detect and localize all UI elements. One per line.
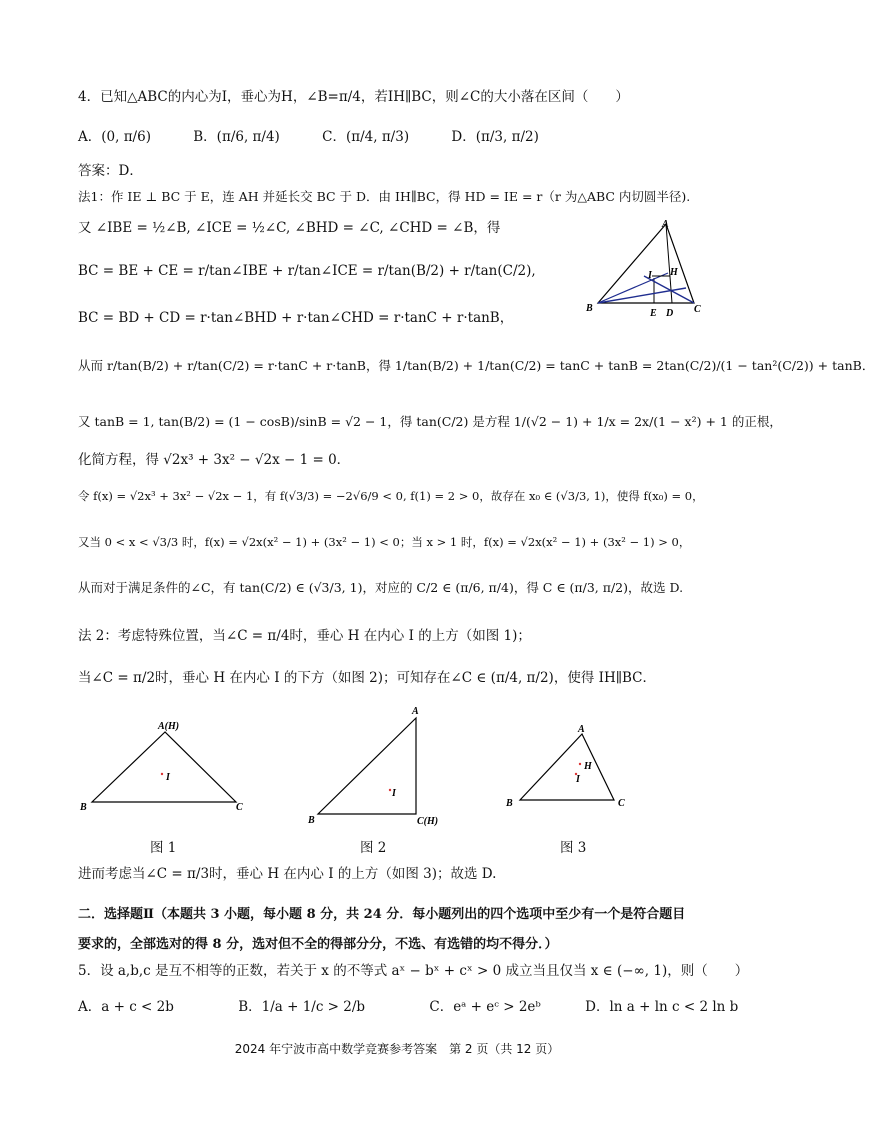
fig3-label-c: C xyxy=(618,798,625,809)
method2-line-1: 法 2：考虑特殊位置，当∠C = π/4时，垂心 H 在内心 I 的上方（如图 1)； xyxy=(78,628,531,644)
method1-line-3: BC = BE + CE = r/tan∠IBE + r/tan∠ICE = r/tan(B/2) + r/tan(C/2), xyxy=(78,263,536,279)
fig3-label-i: I xyxy=(576,774,580,785)
method1-line-8: 令 f(x) = √2x³ + 3x² − √2x − 1，有 f(√3/3) = −2√6/9 < 0, f(1) = 2 > 0，故存在 x₀ ∈ (√3/3, 1)，使得 f(x₀) = 0， xyxy=(78,489,704,503)
main-triangle-figure xyxy=(586,218,716,328)
q4-stem: 4．已知△ABC的内心为I，垂心为H，∠B=π/4，若IH∥BC，则∠C的大小落在区间（ ） xyxy=(78,89,629,105)
fig3-label-h: H xyxy=(584,761,592,772)
q5-option-c: C．eᵃ + eᶜ > 2eᵇ xyxy=(429,999,541,1015)
q5-stem: 5．设 a,b,c 是互不相等的正数，若关于 x 的不等式 aˣ − bˣ + cˣ > 0 成立当且仅当 x ∈ (−∞, 1)，则（ ） xyxy=(78,963,749,979)
fig2-label-ch: C(H) xyxy=(417,816,439,827)
section2-heading-line-1: 二．选择题Ⅱ（本题共 3 小题，每小题 8 分，共 24 分．每小题列出的四个选项中至少有一个是符合题目 xyxy=(78,907,686,922)
method1-line-6: 又 tanB = 1, tan(B/2) = (1 − cosB)/sinB = √2 − 1，得 tan(C/2) 是方程 1/(√2 − 1) + 1/x = 2x/(1 − x²) + 1 的正根， xyxy=(78,414,782,429)
method2-line-3: 进而考虑当∠C = π/3时，垂心 H 在内心 I 的上方（如图 3)；故选 D. xyxy=(78,866,497,882)
q4-options xyxy=(78,128,577,146)
method1-line-4: BC = BD + CD = r·tan∠BHD + r·tan∠CHD = r·tanC + r·tanB， xyxy=(78,310,514,326)
fig2-label-a: A xyxy=(412,706,419,717)
main-label-c: C xyxy=(694,304,701,315)
fig3-caption: 图 3 xyxy=(560,840,587,856)
figure-1 xyxy=(80,718,260,818)
fig2-label-b: B xyxy=(308,815,315,826)
method1-line-1: 法1：作 IE ⊥ BC 于 E，连 AH 并延长交 BC 于 D．由 IH∥BC，得 HD = IE = r（r 为△ABC 内切圆半径). xyxy=(78,189,691,204)
fig1-label-ah: A(H) xyxy=(158,721,180,732)
method1-line-7: 化简方程，得 √2x³ + 3x² − √2x − 1 = 0． xyxy=(78,452,351,468)
section2-heading-line-2: 要求的，全部选对的得 8 分，选对但不全的得部分分，不选、有选错的均不得分．） xyxy=(78,937,558,952)
method1-line-5: 从而 r/tan(B/2) + r/tan(C/2) = r·tanC + r·tanB，得 1/tan(B/2) + 1/tan(C/2) = tanC + tanB = 2tan(C/2)/(1 − tan²(C/2)) + tanB． xyxy=(78,358,874,373)
q4-option-c: C．(π/4, π/3) xyxy=(322,129,410,145)
fig1-label-c: C xyxy=(236,802,243,813)
fig1-caption: 图 1 xyxy=(150,840,177,856)
main-label-b: B xyxy=(586,303,593,314)
page-footer: 2024 年宁波市高中数学竞赛参考答案 第 2 页（共 12 页） xyxy=(234,1042,560,1056)
main-label-a: A xyxy=(662,219,669,230)
q5-options xyxy=(78,998,776,1016)
figure-2 xyxy=(306,704,456,826)
fig3-label-b: B xyxy=(506,798,513,809)
fig2-caption: 图 2 xyxy=(360,840,387,856)
fig2-label-i: I xyxy=(392,788,396,799)
main-label-h: H xyxy=(670,267,678,278)
fig1-label-i: I xyxy=(166,772,170,783)
q4-answer: 答案：D． xyxy=(78,163,143,179)
fig3-label-a: A xyxy=(578,724,585,735)
main-label-e: E xyxy=(650,308,657,319)
q5-option-b: B．1/a + 1/c > 2/b xyxy=(238,999,366,1015)
main-label-d: D xyxy=(666,308,674,319)
q4-option-b: B．(π/6, π/4) xyxy=(193,129,280,145)
q4-option-a: A．(0, π/6) xyxy=(78,129,151,145)
method1-line-10: 从而对于满足条件的∠C，有 tan(C/2) ∈ (√3/3, 1)，对应的 C/2 ∈ (π/6, π/4)，得 C ∈ (π/3, π/2)，故选 D. xyxy=(78,580,684,595)
method2-line-2: 当∠C = π/2时，垂心 H 在内心 I 的下方（如图 2)；可知存在∠C ∈ (π/4, π/2)，使得 IH∥BC． xyxy=(78,670,656,686)
q4-option-d: D．(π/3, π/2) xyxy=(451,129,539,145)
figure-3 xyxy=(506,722,636,812)
fig1-label-b: B xyxy=(80,802,87,813)
q5-option-d: D．ln a + ln c < 2 ln b xyxy=(585,999,739,1015)
main-label-i: I xyxy=(648,270,652,281)
method1-line-9: 又当 0 < x < √3/3 时，f(x) = √2x(x² − 1) + (3x² − 1) < 0；当 x > 1 时，f(x) = √2x(x² − 1) + (3x² − 1) > 0， xyxy=(78,535,691,549)
method1-line-2: 又 ∠IBE = ½∠B, ∠ICE = ½∠C, ∠BHD = ∠C, ∠CHD = ∠B，得 xyxy=(78,220,501,236)
q5-option-a: A．a + c < 2b xyxy=(78,999,174,1015)
